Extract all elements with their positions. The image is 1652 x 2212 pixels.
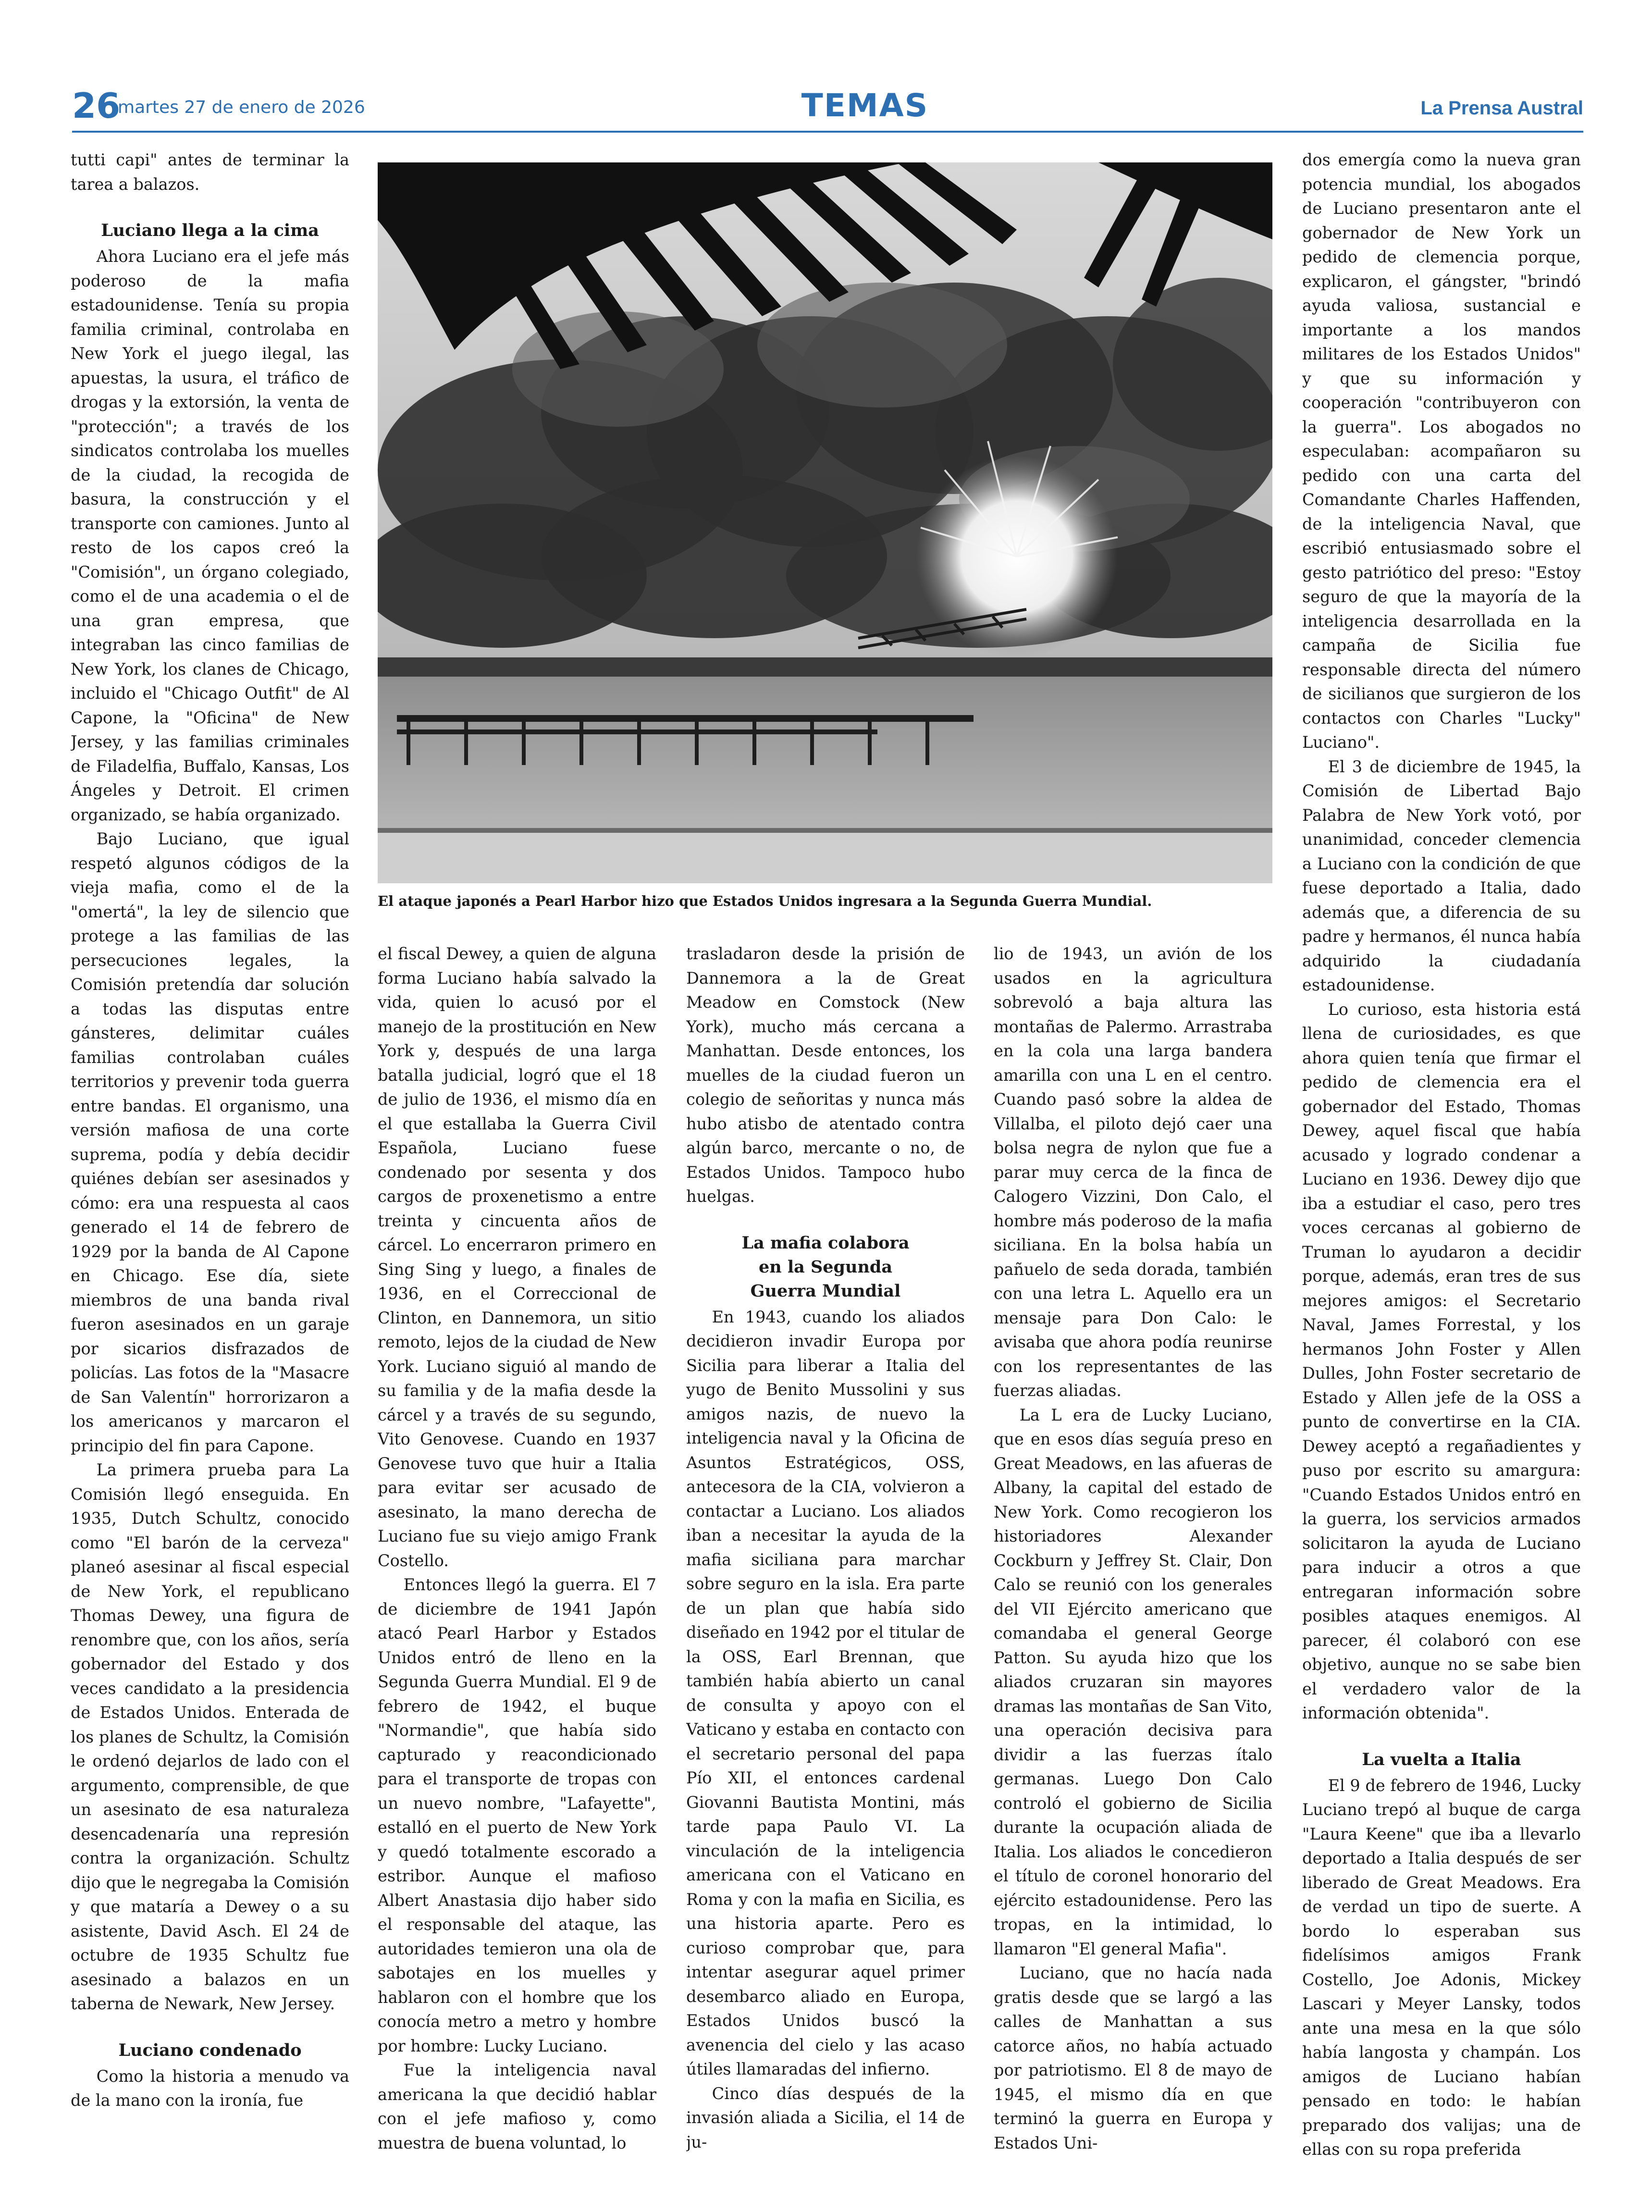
paragraph: tutti capi" antes de terminar la tarea a balazos. (71, 150, 349, 194)
paragraph: Ahora Luciano era el jefe más poderoso de la mafia estadounidense. Tenía su propia familia criminal, controlaba en New York el juego ilegal, las apuestas, la usura, el tráfico de drogas y la extorsión, la venta de "protección"; a través de los sindicatos controlaba los muelles de la ciudad, la recogida de basura, la construcción y el transporte con camiones. Junto al resto de los capos creó la "Comisión", un órgano colegiado, como el de una academia o el de una gran empresa, que integraban las cinco familias de New York, los clanes de Chicago, incluido el "Chicago Outfit" de Al Capone, la "Oficina" de New Jersey, y las familias criminales de Filadelfia, Buffalo, Kansas, Los Ángeles y Detroit. El crimen organizado, se había organizado. (71, 247, 349, 824)
header-rule (72, 131, 1583, 133)
paragraph: Bajo Luciano, que igual respetó algunos códigos de la vieja mafia, como el de la "omertá", la ley de silencio que protege a las familias de las persecuciones legales, la Comisión pretendía dar solución a todas las disputas entre gánsteres, delimitar cuáles familias controlaban cuáles territorios y prevenir toda guerra entre bandas. El organismo, una versión mafiosa de una corte suprema, podía y debía decidir quiénes debían ser asesinados y cómo: era una respuesta al caos generado el 14 de febrero de 1929 por la banda de Al Capone en Chicago. Ese día, siete miembros de una banda rival fueron asesinados en un garaje por sicarios disfrazados de policías. Las fotos de la "Masacre de San Valentín" horrorizaron a los americanos y marcaron el principio del fin para Capone. (71, 829, 349, 1455)
article-column-4 (994, 942, 1272, 2167)
paragraph: Fue la inteligencia naval americana la que decidió hablar con el jefe mafioso y, como muestra de buena voluntad, lo (378, 2061, 656, 2152)
paragraph: el fiscal Dewey, a quien de alguna forma Luciano había salvado la vida, quien lo acusó por el manejo de la prostitución en New York y, después de una larga batalla judicial, logró que el 18 de julio de 1936, el mismo día en el que estallaba la Guerra Civil Española, Luciano fuese condenado por sesenta y dos cargos de proxenetismo a entre treinta y cincuenta años de cárcel. Lo encerraron primero en Sing Sing y luego, a finales de 1936, en el Correccional de Clinton, en Dannemora, un sitio remoto, lejos de la ciudad de New York. Luciano siguió al mando de su familia y de la mafia desde la cárcel y a través de su segundo, Vito Genovese. Cuando en 1937 Genovese tuvo que huir a Italia para evitar ser acusado de asesinato, la mano derecha de Luciano fue su viejo amigo Frank Costello. (378, 944, 656, 1570)
section-title: TEMAS (801, 87, 929, 124)
subheading-luciano-llega-a-la-cima: Luciano llega a la cima (101, 221, 319, 240)
subheading-la-vuelta-a-italia: La vuelta a Italia (1362, 1749, 1521, 1769)
publication-name: La Prensa Austral (1420, 98, 1583, 119)
subheading-la-mafia-colabora: La mafia colabora en la Segunda Guerra Mundial (741, 1233, 910, 1301)
paragraph: El 9 de febrero de 1946, Lucky Luciano trepó al buque de carga "Laura Keene" que iba a llevarlo deportado a Italia después de ser liberado de Great Meadows. Era de verdad un tipo de suerte. A bordo lo esperaban sus fidelísimos amigos Frank Costello, Joe Adonis, Mickey Lascari y Meyer Lansky, todos ante una mesa en la que sólo había langosta y champán. Los amigos de Luciano habían pensado en todo: le habían preparado dos valijas; una de ellas con su ropa preferida (1302, 1776, 1581, 2159)
pearl-harbor-photo (378, 162, 1272, 883)
issue-date: martes 27 de enero de 2026 (118, 98, 365, 117)
photo-image (378, 162, 1272, 883)
paragraph: Lo curioso, esta historia está llena de curiosidades, es que ahora quien tenía que firmar el pedido de clemencia era el gobernador del Estado, Thomas Dewey, aquel fiscal que había acusado y logrado condenar a Luciano en 1936. Dewey dijo que iba a estudiar el caso, pero tres voces cercanas al gobierno de Truman lo ayudaron a decidir porque, además, eran tres de sus mejores amigos: el Secretario Naval, James Forrestal, y los hermanos John Foster y Allen Dulles, John Foster secretario de Estado y Allen jefe de la OSS a punto de convertirse en la CIA. Dewey aceptó a regañadientes y puso por escrito su amargura: "Cuando Estados Unidos entró en la guerra, los servicios armados solicitaron la ayuda de Luciano para inducir a otros a que entregaran información sobre posibles ataques enemigos. Al parecer, él colaboró con ese objetivo, aunque no se sabe bien el verdadero valor de la información obtenida". (1302, 1000, 1581, 1722)
article-column-5 (1302, 148, 1581, 2166)
paragraph: El 3 de diciembre de 1945, la Comisión de Libertad Bajo Palabra de New York votó, por unanimidad, conceder clemencia a Luciano con la condición de que fuese deportado a Italia, dado además que, a diferencia de su padre y hermanos, él nunca había adquirido la ciudadanía estadounidense. (1302, 757, 1581, 994)
paragraph: Luciano, que no hacía nada gratis desde que se largó a las calles de Manhattan a sus catorce años, no había actuado por patriotismo. El 8 de mayo de 1945, el mismo día en que terminó la guerra en Europa y Estados Uni- (994, 1964, 1272, 2152)
paragraph: Cinco días después de la invasión aliada a Sicilia, el 14 de ju- (686, 2084, 965, 2151)
paragraph: Entonces llegó la guerra. El 7 de diciembre de 1941 Japón atacó Pearl Harbor y Estados Unidos entró de lleno en la Segunda Guerra Mundial. El 9 de febrero de 1942, el buque "Normandie", que había sido capturado y reacondicionado para el transporte de tropas con un nuevo nombre, "Lafayette", estalló en el puerto de New York y quedó totalmente escorado a estribor. Aunque el mafioso Albert Anastasia dijo haber sido el responsable del ataque, las autoridades temieron una ola de sabotajes en los muelles y hablaron con el hombre que los conocía metro a metro y hombre por hombre: Lucky Luciano. (378, 1575, 656, 2055)
article-column-1 (71, 148, 349, 2166)
article-column-3 (686, 942, 965, 2167)
paragraph: Como la historia a menudo va de la mano con la ironía, fue (71, 2066, 349, 2110)
paragraph: La primera prueba para La Comisión llegó enseguida. En 1935, Dutch Schultz, conocido como "El barón de la cerveza" planeó asesinar al fiscal especial de New York, el republicano Thomas Dewey, una figura de renombre que, con los años, sería gobernador del Estado y dos veces candidato a la presidencia de Estados Unidos. Enterada de los planes de Schultz, la Comisión le ordenó dejarlos de lado con el argumento, comprensible, de que un asesinato de esa naturaleza desencadenaría una represión contra la organización. Schultz dijo que le negregaba la Comisión y que mataría a Dewey o a su asistente, David Asch. El 24 de octubre de 1935 Schultz fue asesinado a balazos en un taberna de Newark, New Jersey. (71, 1460, 349, 2013)
photo-caption: El ataque japonés a Pearl Harbor hizo que Estados Unidos ingresara a la Segunda Guerra Mundial. (378, 893, 1152, 909)
article-column-2 (378, 942, 656, 2167)
page-number: 26 (72, 86, 121, 126)
paragraph: La L era de Lucky Luciano, que en esos días seguía preso en Great Meadows, en las afueras de Albany, la capital del estado de New York. Como recogieron los historiadores Alexander Cockburn y Jeffrey St. Clair, Don Calo se reunió con los generales del VII Ejército americano que comandaba el general George Patton. Su ayuda hizo que los aliados cruzaran sin mayores dramas las montañas de San Vito, una operación decisiva para dividir a las fuerzas ítalo germanas. Luego Don Calo controló el gobierno de Sicilia durante la ocupación aliada de Italia. Los aliados le concedieron el título de coronel honorario del ejército estadounidense. Pero las tropas, en la intimidad, lo llamaron "El general Mafia". (994, 1405, 1272, 1958)
paragraph: trasladaron desde la prisión de Dannemora a la de Great Meadow en Comstock (New York), mucho más cercana a Manhattan. Desde entonces, los muelles de la ciudad fueron un colegio de señoritas y nunca más hubo atisbo de atentado contra algún barco, mercante o no, de Estados Unidos. Tampoco hubo huelgas. (686, 944, 965, 1206)
paragraph: lio de 1943, un avión de los usados en la agricultura sobrevoló a baja altura las montañas de Palermo. Arrastraba en la cola una larga bandera amarilla con una L en el centro. Cuando pasó sobre la aldea de Villalba, el piloto dejó caer una bolsa negra de nylon que fue a parar muy cerca de la finca de Calogero Vizzini, Don Calo, el hombre más poderoso de la mafia siciliana. En la bolsa había un pañuelo de seda dorada, también con una letra L. Aquello era un mensaje para Don Calo: le avisaba que ahora podía reunirse con los representantes de las fuerzas aliadas. (994, 944, 1272, 1400)
subheading-luciano-condenado: Luciano condenado (118, 2040, 302, 2060)
paragraph: dos emergía como la nueva gran potencia mundial, los abogados de Luciano presentaron ante el gobernador de New York un pedido de clemencia porque, explicaron, el gángster, "brindó ayuda valiosa, sustancial e importante a los mandos militares de los Estados Unidos" y que su información y cooperación "contribuyeron con la guerra". Los abogados no especulaban: acompañaron su pedido con una carta del Comandante Charles Haffenden, de la inteligencia Naval, que escribió entusiasmado sobre el gesto patriótico del preso: "Estoy seguro de que la mayoría de la inteligencia desarrollada en la campaña de Sicilia fue responsable directa del número de sicilianos que surgieron de los contactos con Charles "Lucky" Luciano". (1302, 150, 1581, 752)
paragraph: En 1943, cuando los aliados decidieron invadir Europa por Sicilia para liberar a Italia del yugo de Benito Mussolini y sus amigos nazis, de nuevo la inteligencia naval y la Oficina de Asuntos Estratégicos, OSS, antecesora de la CIA, volvieron a contactar a Luciano. Los aliados iban a necesitar la ayuda de la mafia siciliana para marchar sobre seguro en la isla. Era parte de un plan que había sido diseñado en 1942 por el titular de la OSS, Earl Brennan, que también había abierto un canal de consulta y apoyo con el Vaticano y estaba en contacto con el secretario personal del papa Pío XII, el entonces cardenal Giovanni Bautista Montini, más tarde papa Paulo VI. La vinculación de la inteligencia americana con el Vaticano en Roma y con la mafia en Sicilia, es una historia aparte. Pero es curioso comprobar que, para intentar asegurar aquel primer desembarco aliado en Europa, Estados Unidos buscó la avenencia del cielo y las acaso útiles llamaradas del infierno. (686, 1307, 965, 2078)
page-header (72, 84, 1583, 130)
